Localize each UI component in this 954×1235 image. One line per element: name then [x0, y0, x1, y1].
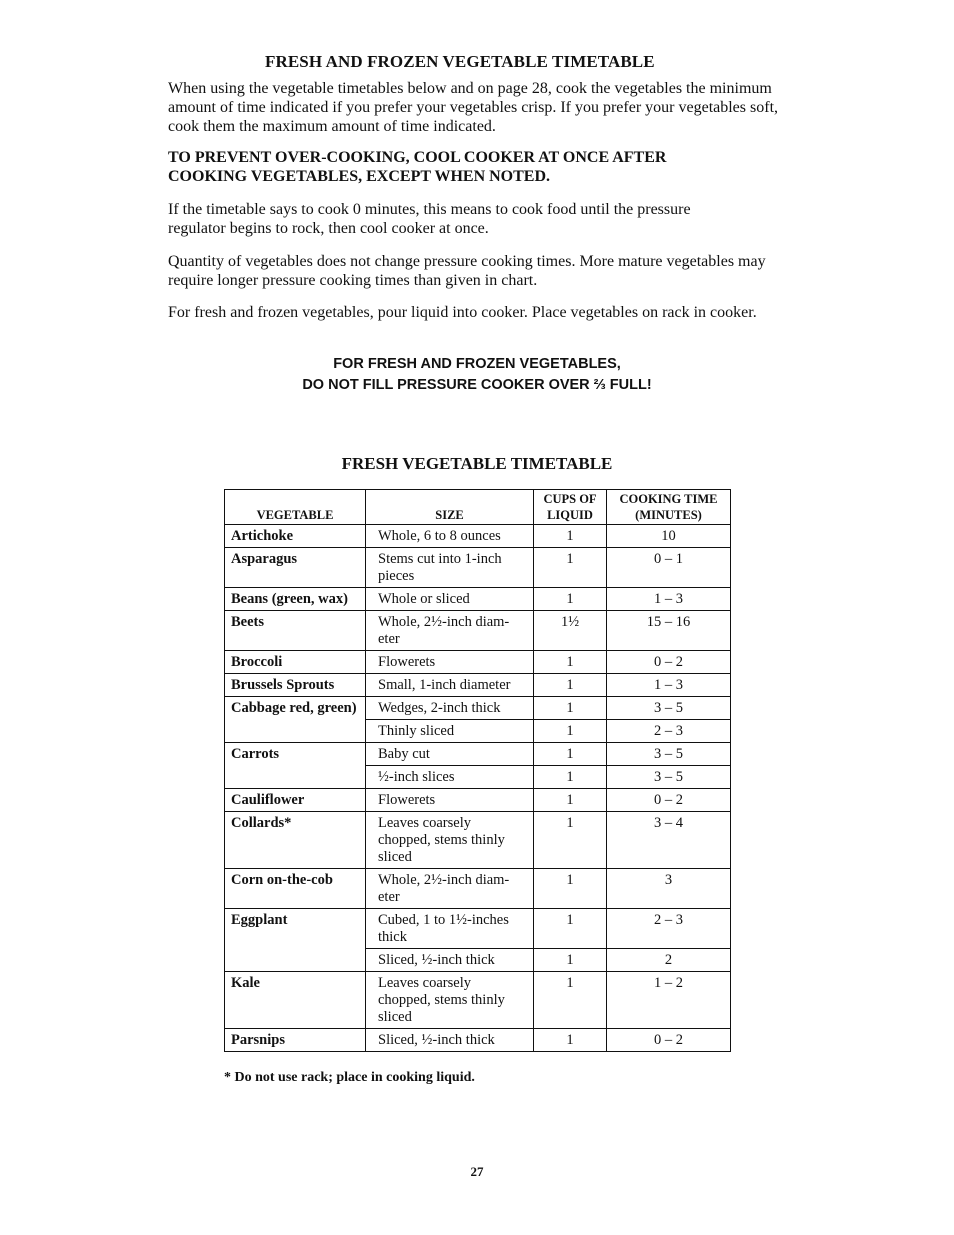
- size-cell: ½-inch slices: [366, 766, 534, 789]
- cups-cell: 1: [534, 949, 607, 972]
- table-row: [225, 909, 731, 949]
- time-cell: 2 – 3: [607, 720, 731, 743]
- size-cell: Thinly sliced: [366, 720, 534, 743]
- fill-warning-line-1: FOR FRESH AND FROZEN VEGETABLES,: [333, 356, 621, 372]
- table-row: [225, 743, 731, 766]
- size-cell: Stems cut into 1-inch pieces: [366, 548, 534, 588]
- table-row: [225, 812, 731, 869]
- size-cell: Whole, 2½-inch diam-eter: [366, 611, 534, 651]
- liquid-paragraph: For fresh and frozen vegetables, pour liquid into cooker. Place vegetables on rack in cooker.: [168, 304, 757, 321]
- vegetable-cell: Collards*: [225, 812, 366, 869]
- size-cell: Baby cut: [366, 743, 534, 766]
- header-cups-line-1: CUPS OF: [543, 492, 597, 506]
- section-title: FRESH AND FROZEN VEGETABLE TIMETABLE: [265, 52, 655, 71]
- size-cell: Whole, 6 to 8 ounces: [366, 525, 534, 548]
- vegetable-cell: Artichoke: [225, 525, 366, 548]
- cups-cell: 1: [534, 789, 607, 812]
- time-cell: 0 – 2: [607, 1029, 731, 1052]
- size-cell: Small, 1-inch diameter: [366, 674, 534, 697]
- cups-cell: 1: [534, 548, 607, 588]
- size-cell: Whole, 2½-inch diam-eter: [366, 869, 534, 909]
- time-cell: 1 – 2: [607, 972, 731, 1029]
- cups-cell: 1: [534, 972, 607, 1029]
- time-cell: 2: [607, 949, 731, 972]
- time-cell: 10: [607, 525, 731, 548]
- footnote: * Do not use rack; place in cooking liquid.: [224, 1070, 475, 1085]
- time-cell: 0 – 2: [607, 789, 731, 812]
- table-row: [225, 525, 731, 548]
- cups-cell: 1: [534, 651, 607, 674]
- cups-cell: 1: [534, 743, 607, 766]
- table-row: [225, 869, 731, 909]
- time-cell: 0 – 1: [607, 548, 731, 588]
- cups-cell: 1: [534, 674, 607, 697]
- cups-cell: 1: [534, 588, 607, 611]
- size-cell: Leaves coarsely chopped, stems thinly sliced: [366, 812, 534, 869]
- header-time-line-1: COOKING TIME: [619, 492, 718, 506]
- header-cups-line-2: LIQUID: [547, 508, 593, 522]
- intro-paragraph: When using the vegetable timetables below and on page 28, cook the vegetables the minimum amount of time indicated if you prefer your vegetables crisp. If you prefer your vegetables soft, cook them the maximum amount of time indicated.: [168, 80, 779, 135]
- cups-cell: 1: [534, 1029, 607, 1052]
- size-cell: Leaves coarsely chopped, stems thinly sliced: [366, 972, 534, 1029]
- vegetable-cell: Cauliflower: [225, 789, 366, 812]
- size-cell: Whole or sliced: [366, 588, 534, 611]
- vegetable-cell: Carrots: [225, 743, 366, 789]
- table-row: [225, 697, 731, 720]
- table-row: [225, 972, 731, 1029]
- time-cell: 15 – 16: [607, 611, 731, 651]
- size-cell: Sliced, ½-inch thick: [366, 949, 534, 972]
- header-time-line-2: (MINUTES): [635, 508, 702, 522]
- header-size: SIZE: [366, 490, 534, 525]
- table-header-row: [225, 490, 731, 525]
- time-cell: 3 – 5: [607, 766, 731, 789]
- time-cell: 3: [607, 869, 731, 909]
- cups-cell: 1: [534, 720, 607, 743]
- table-row: [225, 588, 731, 611]
- table-row: [225, 651, 731, 674]
- header-cups-of-liquid: [534, 490, 607, 525]
- cups-cell: 1: [534, 525, 607, 548]
- table-body: [225, 525, 731, 1052]
- size-cell: Wedges, 2-inch thick: [366, 697, 534, 720]
- time-cell: 0 – 2: [607, 651, 731, 674]
- size-cell: Flowerets: [366, 651, 534, 674]
- size-cell: Flowerets: [366, 789, 534, 812]
- quantity-paragraph: Quantity of vegetables does not change pressure cooking times. More mature vegetables may require longer pressure cooking times than given in chart.: [168, 253, 766, 289]
- cooling-warning-paragraph: TO PREVENT OVER-COOKING, COOL COOKER AT ONCE AFTER COOKING VEGETABLES, EXCEPT WHEN NOTED.: [168, 149, 667, 185]
- time-cell: 1 – 3: [607, 674, 731, 697]
- cups-cell: 1: [534, 697, 607, 720]
- time-cell: 3 – 5: [607, 743, 731, 766]
- vegetable-timetable: [224, 489, 731, 1052]
- vegetable-cell: Parsnips: [225, 1029, 366, 1052]
- time-cell: 1 – 3: [607, 588, 731, 611]
- vegetable-cell: Broccoli: [225, 651, 366, 674]
- header-vegetable: VEGETABLE: [225, 490, 366, 525]
- size-cell: Cubed, 1 to 1½-inches thick: [366, 909, 534, 949]
- time-cell: 3 – 5: [607, 697, 731, 720]
- size-cell: Sliced, ½-inch thick: [366, 1029, 534, 1052]
- zero-minutes-paragraph: If the timetable says to cook 0 minutes, this means to cook food until the pressure regulator begins to rock, then cool cooker at once.: [168, 201, 691, 237]
- cups-cell: 1: [534, 812, 607, 869]
- vegetable-cell: Asparagus: [225, 548, 366, 588]
- time-cell: 2 – 3: [607, 909, 731, 949]
- table-row: [225, 1029, 731, 1052]
- cups-cell: 1: [534, 766, 607, 789]
- fill-warning-line-2: DO NOT FILL PRESSURE COOKER OVER ⅔ FULL!: [302, 377, 652, 393]
- vegetable-cell: Beans (green, wax): [225, 588, 366, 611]
- vegetable-cell: Beets: [225, 611, 366, 651]
- cups-cell: 1: [534, 909, 607, 949]
- table-row: [225, 611, 731, 651]
- table-row: [225, 674, 731, 697]
- cups-cell: 1: [534, 869, 607, 909]
- header-cooking-time: [607, 490, 731, 525]
- vegetable-cell: Brussels Sprouts: [225, 674, 366, 697]
- page-number: 27: [470, 1164, 484, 1179]
- vegetable-cell: Eggplant: [225, 909, 366, 972]
- table-row: [225, 548, 731, 588]
- table-row: [225, 789, 731, 812]
- time-cell: 3 – 4: [607, 812, 731, 869]
- cups-cell: 1½: [534, 611, 607, 651]
- vegetable-cell: Cabbage red, green): [225, 697, 366, 743]
- vegetable-cell: Corn on-the-cob: [225, 869, 366, 909]
- table-title: FRESH VEGETABLE TIMETABLE: [341, 454, 613, 473]
- vegetable-cell: Kale: [225, 972, 366, 1029]
